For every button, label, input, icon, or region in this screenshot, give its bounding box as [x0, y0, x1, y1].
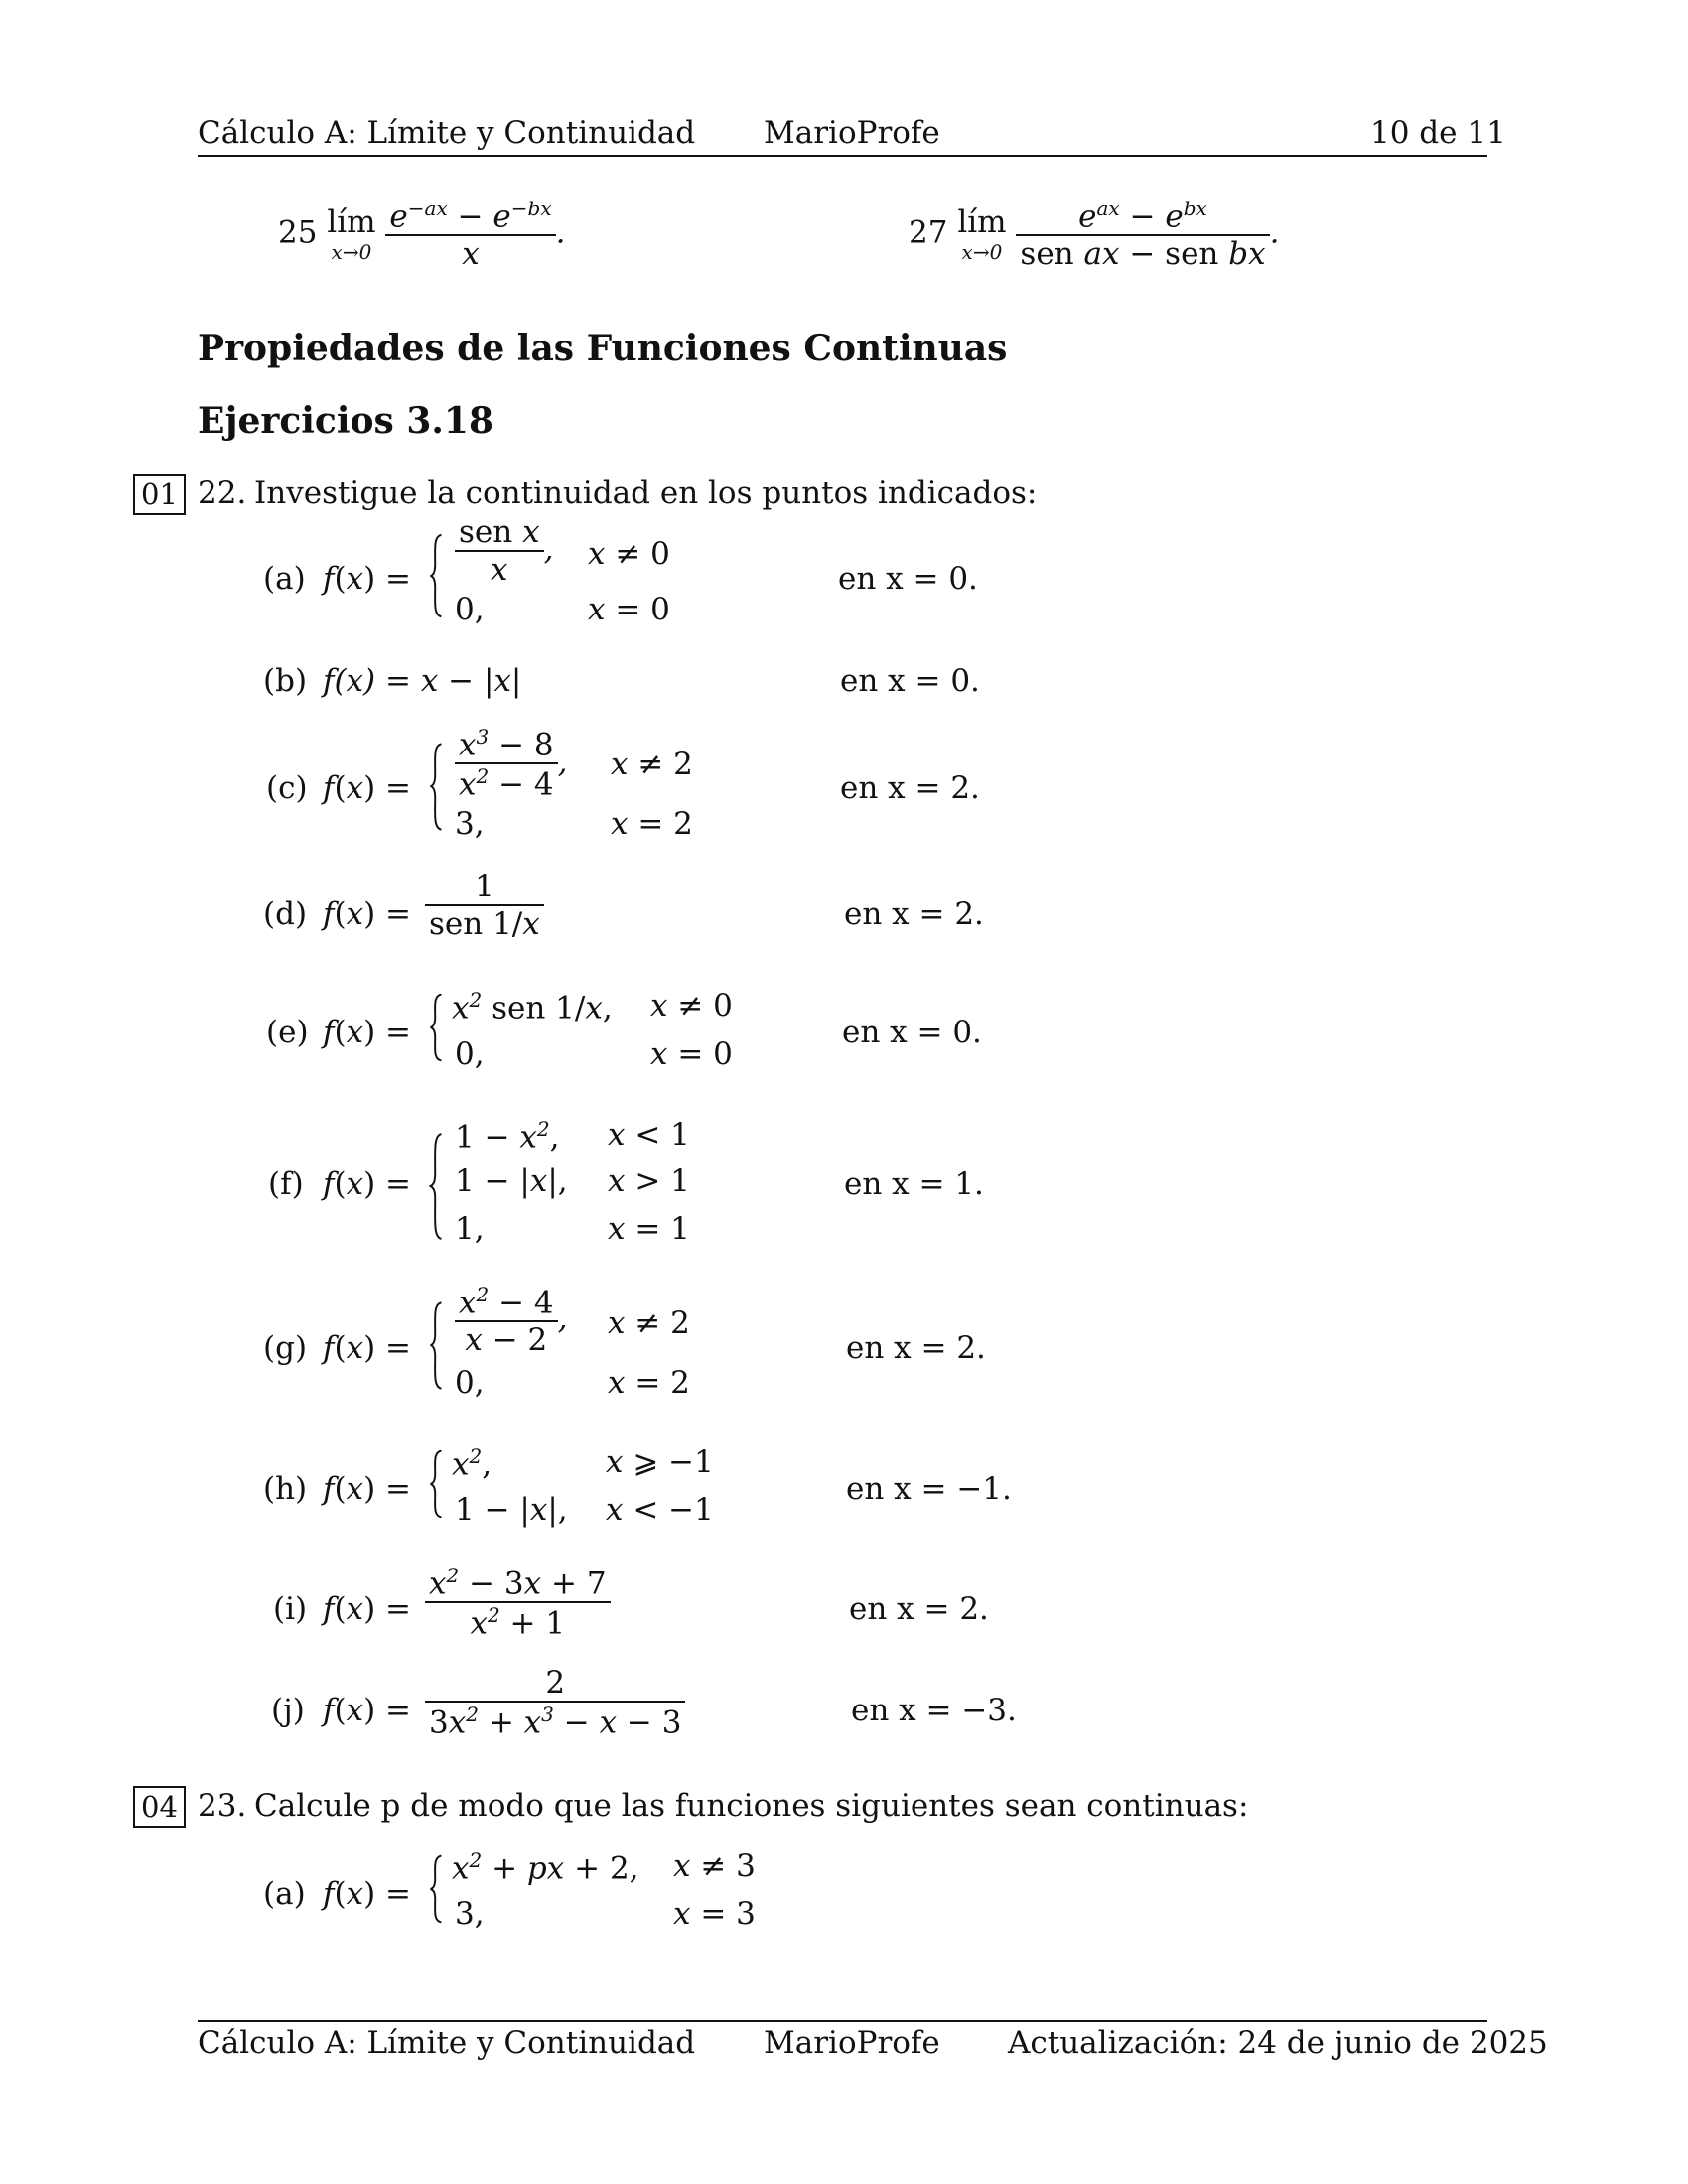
item-f-cond1: x < 1 — [608, 1117, 690, 1153]
item-j-fraction: $\frac{2}{3x^2 + x^3 - x - 3}$ — [425, 1665, 685, 1740]
item-a-case2: 0, — [455, 592, 485, 627]
p23-item-a-lhs: f(x) = — [323, 1876, 412, 1912]
item-e-case1: $x^2$ sen 1/x, — [452, 988, 613, 1026]
item-a-case1: $\frac{\text{sen x}}{x}$ , — [455, 514, 553, 588]
item-c-lhs: f(x) = — [323, 770, 412, 806]
item-f-case1: $1 - x^2$, — [455, 1117, 560, 1156]
header-rule — [198, 155, 1487, 157]
item-h-label: (h) — [263, 1471, 308, 1507]
item-b-at: en x = 0. — [840, 663, 980, 699]
item-f-at: en x = 1. — [844, 1166, 984, 1202]
item-i-fraction: $\frac{x^2 - 3x + 7}{x^2 + 1}$ — [425, 1564, 611, 1642]
brace-f — [429, 1117, 443, 1256]
item-g-label: (g) — [263, 1330, 308, 1366]
item-b-expr: f(x) = x − |x| — [323, 663, 522, 699]
brace-c — [429, 730, 443, 844]
item-a-label: (a) — [263, 561, 306, 597]
footer-center: MarioProfe — [764, 2025, 940, 2061]
item-e-cond2: x = 0 — [650, 1036, 733, 1072]
problem-22-number: 22. — [198, 476, 247, 511]
brace-p23-a — [429, 1844, 443, 1934]
footer-right: Actualización: 24 de junio de 2025 — [1008, 2025, 1548, 2061]
item-a-at: en x = 0. — [838, 561, 978, 597]
item-g-lhs: f(x) = — [323, 1330, 412, 1366]
item-e-label: (e) — [266, 1015, 309, 1050]
item-f-cond2: x > 1 — [608, 1163, 690, 1199]
item-c-case1: $\frac{x^3 - 8}{x^2 - 4}$ , — [455, 725, 568, 803]
item-g-cond2: x = 2 — [608, 1365, 690, 1401]
problem-23-number: 23. — [198, 1788, 247, 1824]
item-i-label: (i) — [273, 1591, 308, 1627]
item-c-at: en x = 2. — [840, 770, 980, 806]
item-e-lhs: f(x) = — [323, 1015, 412, 1050]
item-h-cond2: x < −1 — [606, 1492, 714, 1528]
item-i-lhs: f(x) = — [323, 1591, 412, 1627]
problem-tag-04: 04 — [133, 1786, 186, 1828]
subsection-title: Ejercicios 3.18 — [198, 400, 494, 442]
item-h-cond1: x ⩾ −1 — [606, 1444, 714, 1480]
item-e-case2: 0, — [455, 1036, 485, 1072]
item-e-at: en x = 0. — [842, 1015, 982, 1050]
item-d-at: en x = 2. — [844, 896, 984, 932]
item-h-at: en x = −1. — [846, 1471, 1012, 1507]
header-left: Cálculo A: Límite y Continuidad — [198, 115, 696, 151]
item-f-case2: 1 − |x|, — [455, 1163, 568, 1199]
item-a-cond1: x ≠ 0 — [588, 536, 670, 572]
problem-23-statement: Calcule p de modo que las funciones siguientes sean continuas: — [254, 1788, 1249, 1824]
item-d-fraction: $\frac{1}{\text{sen 1/x}}$ — [425, 869, 544, 942]
item-a-lhs: f(x) = — [323, 561, 412, 597]
item-c-label: (c) — [266, 770, 308, 806]
limit-27: 27 lím x→0 $\frac{e^{ax} - e^{bx}}{\text{sen ax − sen bx}}$ . — [909, 197, 1280, 273]
item-i-at: en x = 2. — [849, 1591, 989, 1627]
item-a-cond2: x = 0 — [588, 592, 670, 627]
item-j-at: en x = −3. — [851, 1693, 1017, 1728]
item-c-cond2: x = 2 — [611, 806, 693, 842]
item-g-at: en x = 2. — [846, 1330, 986, 1366]
item-f-label: (f) — [268, 1166, 304, 1202]
footer-rule — [198, 2020, 1487, 2022]
item-g-cond1: x ≠ 2 — [608, 1305, 690, 1341]
item-c-case2: 3, — [455, 806, 485, 842]
p23-item-a-label: (a) — [263, 1876, 306, 1912]
item-f-cond3: x = 1 — [608, 1211, 690, 1247]
limit-25: 25 lím x→0 $\frac{e^{-ax} - e^{-bx}}{x}$ . — [278, 197, 566, 273]
problem-22-statement: Investigue la continuidad en los puntos indicados: — [254, 476, 1038, 511]
header-center: MarioProfe — [764, 115, 940, 151]
footer-left: Cálculo A: Límite y Continuidad — [198, 2025, 696, 2061]
item-g-case1: $\frac{x^2 - 4}{x - 2}$ , — [455, 1283, 568, 1358]
header-page-number: 10 de 11 — [1370, 115, 1506, 151]
item-g-case2: 0, — [455, 1365, 485, 1401]
brace-e — [429, 983, 443, 1072]
section-title: Propiedades de las Funciones Continuas — [198, 328, 1008, 369]
item-b-label: (b) — [263, 663, 308, 699]
item-d-lhs: f(x) = — [323, 896, 412, 932]
brace-h — [429, 1439, 443, 1529]
brace-g — [429, 1289, 443, 1403]
item-f-lhs: f(x) = — [323, 1166, 412, 1202]
p23-item-a-cond2: x = 3 — [673, 1896, 756, 1932]
item-f-case3: 1, — [455, 1211, 485, 1247]
p23-item-a-cond1: x ≠ 3 — [673, 1848, 756, 1884]
item-c-cond1: x ≠ 2 — [611, 747, 693, 782]
p23-item-a-case1: $x^2$ + px + 2, — [452, 1848, 639, 1887]
item-d-label: (d) — [263, 896, 308, 932]
p23-item-a-case2: 3, — [455, 1896, 485, 1932]
item-j-lhs: f(x) = — [323, 1693, 412, 1728]
item-h-case2: 1 − |x|, — [455, 1492, 568, 1528]
brace-a — [429, 521, 443, 630]
item-e-cond1: x ≠ 0 — [650, 988, 733, 1024]
item-j-label: (j) — [271, 1693, 305, 1728]
problem-tag-01: 01 — [133, 474, 186, 515]
item-h-case1: $x^2$, — [452, 1444, 492, 1483]
item-h-lhs: f(x) = — [323, 1471, 412, 1507]
